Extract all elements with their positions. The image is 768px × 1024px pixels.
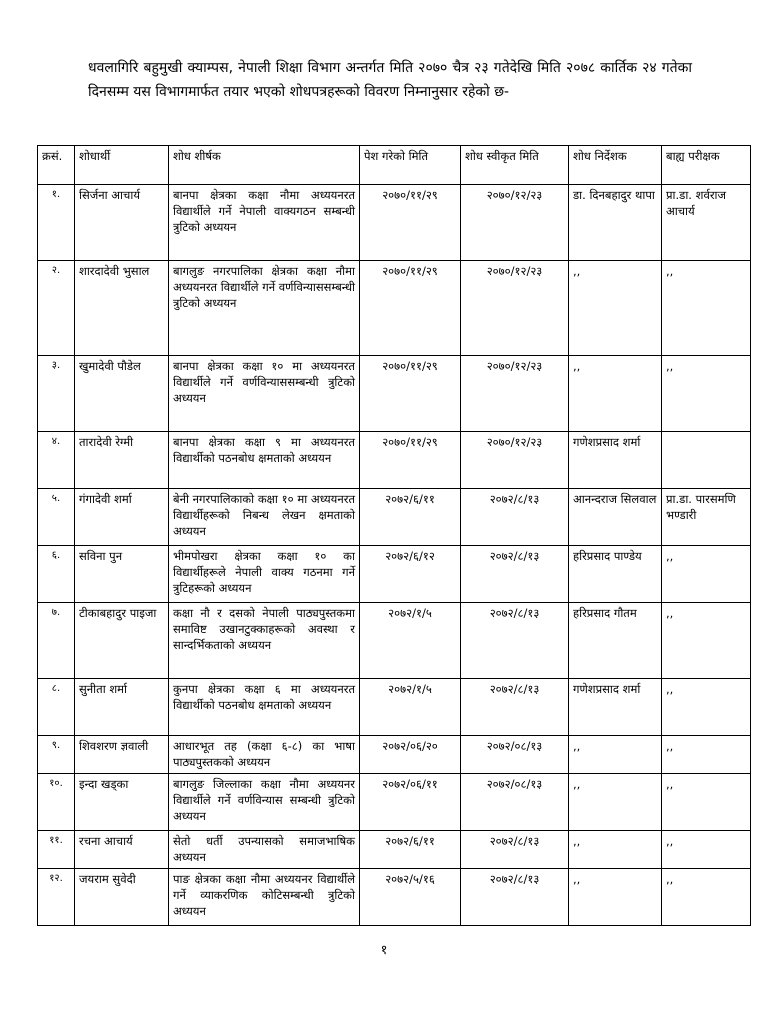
cell-examiner: ,, <box>662 736 751 774</box>
table-row <box>38 356 751 432</box>
cell-title: बागलुङ जिल्लाका कक्षा नौमा अध्ययनर विद्यार्थीले गर्ने वर्णविन्यास सम्बन्धी त्रुटिको अध्ययन <box>169 774 360 831</box>
cell-student: गंगादेवी शर्मा <box>75 489 169 546</box>
cell-submitted: २०७०/११/२९ <box>360 432 461 489</box>
cell-student: सुनीता शर्मा <box>75 679 169 736</box>
cell-student: शारदादेवी भुसाल <box>75 261 169 356</box>
table-row <box>38 185 751 261</box>
cell-submitted: २०७२/१/५ <box>360 679 461 736</box>
cell-supervisor: आनन्दराज सिलवाल <box>569 489 662 546</box>
cell-approved: २०७२/०८/१३ <box>461 736 569 774</box>
cell-supervisor: डा. दिनबहादुर थापा <box>569 185 662 261</box>
cell-sn: ५. <box>38 489 75 546</box>
cell-examiner: प्रा.डा. शर्वराज आचार्य <box>662 185 751 261</box>
cell-sn: १०. <box>38 774 75 831</box>
table-row <box>38 679 751 736</box>
cell-sn: ७. <box>38 603 75 679</box>
cell-approved: २०७२/८/१३ <box>461 489 569 546</box>
table-row <box>38 546 751 603</box>
cell-approved: २०७२/८/१३ <box>461 603 569 679</box>
cell-student: सिर्जना आचार्य <box>75 185 169 261</box>
page-number: १ <box>380 943 388 958</box>
cell-submitted: २०७०/११/२९ <box>360 185 461 261</box>
cell-supervisor: ,, <box>569 356 662 432</box>
header-supervisor: शोध निर्देशक <box>569 146 662 185</box>
thesis-table <box>37 145 751 926</box>
cell-student: टीकाबहादुर पाइजा <box>75 603 169 679</box>
cell-examiner: ,, <box>662 679 751 736</box>
cell-submitted: २०७२/६/११ <box>360 831 461 869</box>
table-row <box>38 432 751 489</box>
cell-examiner <box>662 432 751 489</box>
cell-examiner: ,, <box>662 261 751 356</box>
table-row <box>38 869 751 926</box>
cell-title: पाङ क्षेत्रका कक्षा नौमा अध्ययनर विद्यार्थीले गर्ने व्याकरणिक कोटिसम्बन्धी त्रुटिको अध्ययन <box>169 869 360 926</box>
cell-approved: २०७०/१२/२३ <box>461 261 569 356</box>
header-title: शोध शीर्षक <box>169 146 360 185</box>
cell-approved: २०७२/८/१३ <box>461 679 569 736</box>
cell-student: तारादेवी रेग्मी <box>75 432 169 489</box>
cell-supervisor: हरिप्रसाद गौतम <box>569 603 662 679</box>
cell-examiner: ,, <box>662 356 751 432</box>
cell-supervisor: हरिप्रसाद पाण्डेय <box>569 546 662 603</box>
cell-supervisor: गणेशप्रसाद शर्मा <box>569 679 662 736</box>
cell-examiner: प्रा.डा. पारसमणि भण्डारी <box>662 489 751 546</box>
cell-title: बानपा क्षेत्रका कक्षा ९ मा अध्ययनरत विद्यार्थीको पठनबोध क्षमताको अध्ययन <box>169 432 360 489</box>
cell-sn: ६. <box>38 546 75 603</box>
cell-supervisor: ,, <box>569 831 662 869</box>
cell-sn: १. <box>38 185 75 261</box>
cell-examiner: ,, <box>662 603 751 679</box>
cell-title: सेतो धर्ती उपन्यासको समाजभाषिक अध्ययन <box>169 831 360 869</box>
cell-submitted: २०७२/५/१६ <box>360 869 461 926</box>
intro-paragraph: धवलागिरि बहुमुखी क्याम्पस, नेपाली शिक्षा विभाग अन्तर्गत मिति २०७० चैत्र २३ गतेदेखि मिति २०७८ कार्तिक २४ गतेका दिनसम्म यस विभागमार्फत तयार भएको शोधपत्रहरूको विवरण निम्नानुसार रहेको छ- <box>88 60 692 100</box>
header-sn: क्रसं. <box>38 146 75 185</box>
cell-submitted: २०७२/६/१२ <box>360 546 461 603</box>
cell-examiner: ,, <box>662 869 751 926</box>
cell-title: कक्षा नौ र दसको नेपाली पाठ्यपुस्तकमा समाविष्ट उखानटुक्काहरूको अवस्था र सान्दर्भिकताको अध्ययन <box>169 603 360 679</box>
cell-title: बानपा क्षेत्रका कक्षा नौमा अध्ययनरत विद्यार्थीले गर्ने नेपाली वाक्यगठन सम्बन्धी त्रुटिको अध्ययन <box>169 185 360 261</box>
cell-approved: २०७२/८/१३ <box>461 869 569 926</box>
cell-examiner: ,, <box>662 774 751 831</box>
cell-sn: ११. <box>38 831 75 869</box>
header-examiner: बाह्य परीक्षक <box>662 146 751 185</box>
cell-sn: २. <box>38 261 75 356</box>
cell-approved: २०७०/१२/२३ <box>461 185 569 261</box>
table-row <box>38 774 751 831</box>
cell-sn: १२. <box>38 869 75 926</box>
cell-submitted: २०७२/६/११ <box>360 489 461 546</box>
cell-approved: २०७२/०८/१३ <box>461 774 569 831</box>
table-row <box>38 489 751 546</box>
cell-sn: ८. <box>38 679 75 736</box>
cell-submitted: २०७२/०६/२० <box>360 736 461 774</box>
cell-approved: २०७२/८/१३ <box>461 831 569 869</box>
table-row <box>38 261 751 356</box>
cell-title: कुनपा क्षेत्रका कक्षा ६ मा अध्ययनरत विद्यार्थीको पठनबोध क्षमताको अध्ययन <box>169 679 360 736</box>
table-row <box>38 603 751 679</box>
cell-title: भीमपोखरा क्षेत्रका कक्षा १० का विद्यार्थीहरूले नेपाली वाक्य गठनमा गर्ने त्रुटिहरूको अध्ययन <box>169 546 360 603</box>
cell-title: बानपा क्षेत्रका कक्षा १० मा अध्ययनरत विद्यार्थीले गर्ने वर्णविन्याससम्बन्धी त्रुटिको अध्ययन <box>169 356 360 432</box>
header-student: शोधार्थी <box>75 146 169 185</box>
cell-title: बेनी नगरपालिकाको कक्षा १० मा अध्ययनरत विद्यार्थीहरूको निबन्ध लेखन क्षमताको अध्ययन <box>169 489 360 546</box>
cell-student: खुमादेवी पौडेल <box>75 356 169 432</box>
cell-student: इन्दा खड्का <box>75 774 169 831</box>
cell-sn: ३. <box>38 356 75 432</box>
cell-sn: ९. <box>38 736 75 774</box>
table-header-row <box>38 146 751 185</box>
table-row <box>38 831 751 869</box>
cell-submitted: २०७२/१/५ <box>360 603 461 679</box>
cell-student: जयराम सुवेदी <box>75 869 169 926</box>
cell-student: रचना आचार्य <box>75 831 169 869</box>
header-approved: शोध स्वीकृत मिति <box>461 146 569 185</box>
cell-sn: ४. <box>38 432 75 489</box>
cell-submitted: २०७२/०६/११ <box>360 774 461 831</box>
cell-approved: २०७२/८/१३ <box>461 546 569 603</box>
cell-submitted: २०७०/११/२९ <box>360 261 461 356</box>
cell-title: आधारभूत तह (कक्षा ६-८) का भाषा पाठ्यपुस्तकको अध्ययन <box>169 736 360 774</box>
table-row <box>38 736 751 774</box>
header-submitted: पेश गरेको मिति <box>360 146 461 185</box>
cell-supervisor: ,, <box>569 774 662 831</box>
cell-title: बागलुङ नगरपालिका क्षेत्रका कक्षा नौमा अध्ययनरत विद्यार्थीले गर्ने वर्णविन्याससम्बन्धी त्रुटिको अध्ययन <box>169 261 360 356</box>
cell-supervisor: गणेशप्रसाद शर्मा <box>569 432 662 489</box>
cell-examiner: ,, <box>662 546 751 603</box>
cell-supervisor: ,, <box>569 261 662 356</box>
cell-approved: २०७०/१२/२३ <box>461 432 569 489</box>
cell-supervisor: ,, <box>569 736 662 774</box>
cell-approved: २०७०/१२/२३ <box>461 356 569 432</box>
cell-submitted: २०७०/११/२९ <box>360 356 461 432</box>
cell-examiner: ,, <box>662 831 751 869</box>
cell-student: शिवशरण ज्ञवाली <box>75 736 169 774</box>
cell-supervisor: ,, <box>569 869 662 926</box>
cell-student: सविना पुन <box>75 546 169 603</box>
